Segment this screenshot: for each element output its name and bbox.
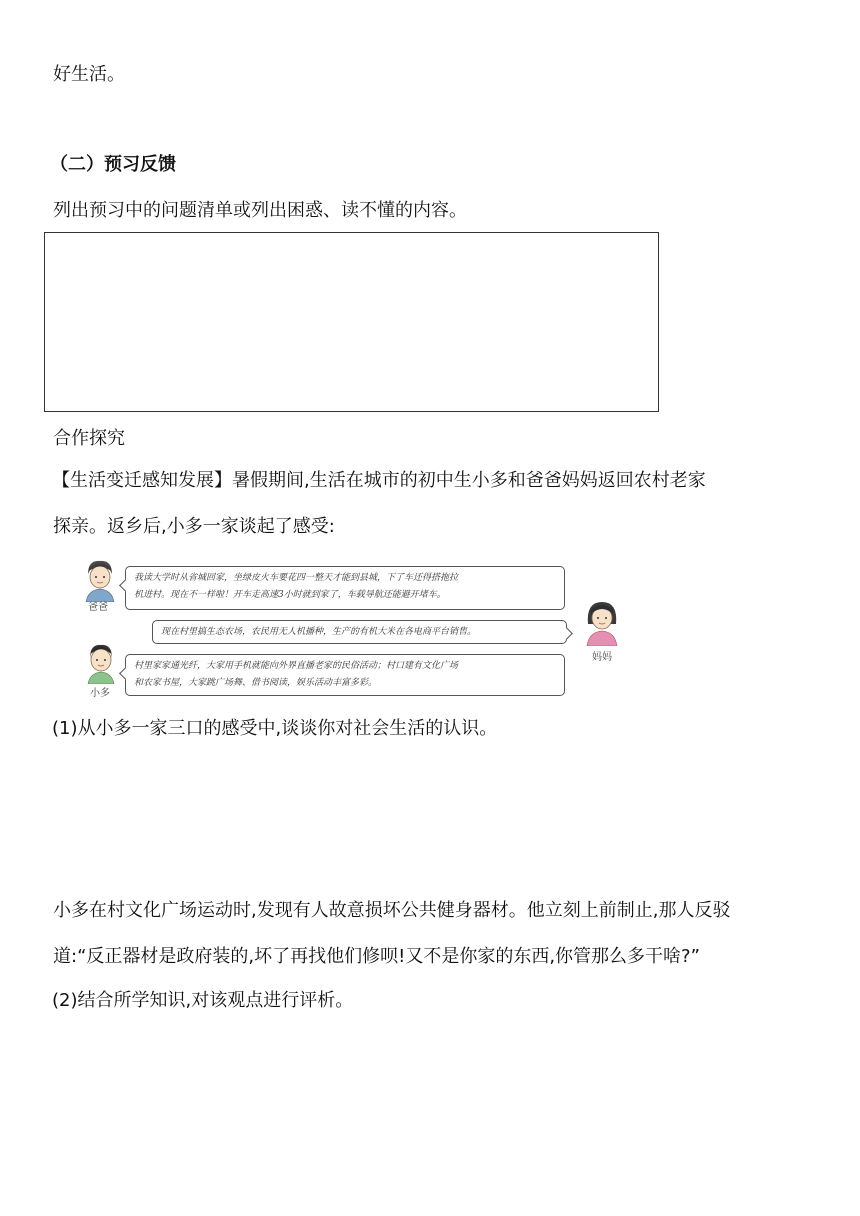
scenario2-line-1: 小多在村文化广场运动时,发现有人故意损坏公共健身器材。他立刻上前制止,那人反驳 [53, 900, 731, 921]
mom-label: 妈妈 [592, 652, 612, 663]
xiaoduo-speech-bubble [125, 654, 565, 696]
mom-line-1: 现在村里搞生态农场，农民用无人机播种，生产的有机大米在各电商平台销售。 [161, 627, 477, 637]
top-line: 好生活。 [53, 64, 125, 85]
instruction-text: 列出预习中的问题清单或列出困惑、读不懂的内容。 [53, 200, 467, 221]
section-heading: （二）预习反馈 [50, 154, 176, 175]
question-1: (1)从小多一家三口的感受中,谈谈你对社会生活的认识。 [52, 718, 498, 739]
scenario-line-2: 探亲。返乡后,小多一家谈起了感受: [53, 516, 335, 537]
question-2: (2)结合所学知识,对该观点进行评析。 [52, 990, 354, 1011]
xiaoduo-line-1: 村里家家通光纤，大家用手机就能向外界直播老家的民俗活动；村口建有文化广场 [134, 661, 459, 671]
mom-speech-bubble [152, 620, 567, 644]
dad-speech-bubble [125, 566, 565, 610]
dad-line-2: 机进村。现在不一样啦！开车走高速3小时就到家了，车载导航还能避开堵车。 [134, 590, 446, 600]
scenario-line-1: 【生活变迁感知发展】暑假期间,生活在城市的初中生小多和爸爸妈妈返回农村老家 [52, 470, 706, 491]
cooperation-title: 合作探究 [53, 428, 125, 449]
answer-box[interactable] [44, 232, 659, 412]
dialogue-illustration [80, 556, 640, 700]
xiaoduo-figure [84, 642, 118, 684]
scenario2-line-2: 道:“反正器材是政府装的,坏了再找他们修呗!又不是你家的东西,你管那么多干啥?” [53, 946, 700, 967]
xiaoduo-line-2: 和农家书屋，大家跳广场舞、借书阅读，娱乐活动丰富多彩。 [134, 678, 378, 688]
xiaoduo-label: 小多 [90, 688, 110, 699]
dad-label: 爸爸 [88, 602, 108, 613]
mom-figure [582, 598, 622, 646]
dad-line-1: 我读大学时从省城回家，坐绿皮火车要花四一整天才能到县城，下了车还得搭拖拉 [134, 573, 459, 583]
dad-figure [82, 558, 118, 602]
